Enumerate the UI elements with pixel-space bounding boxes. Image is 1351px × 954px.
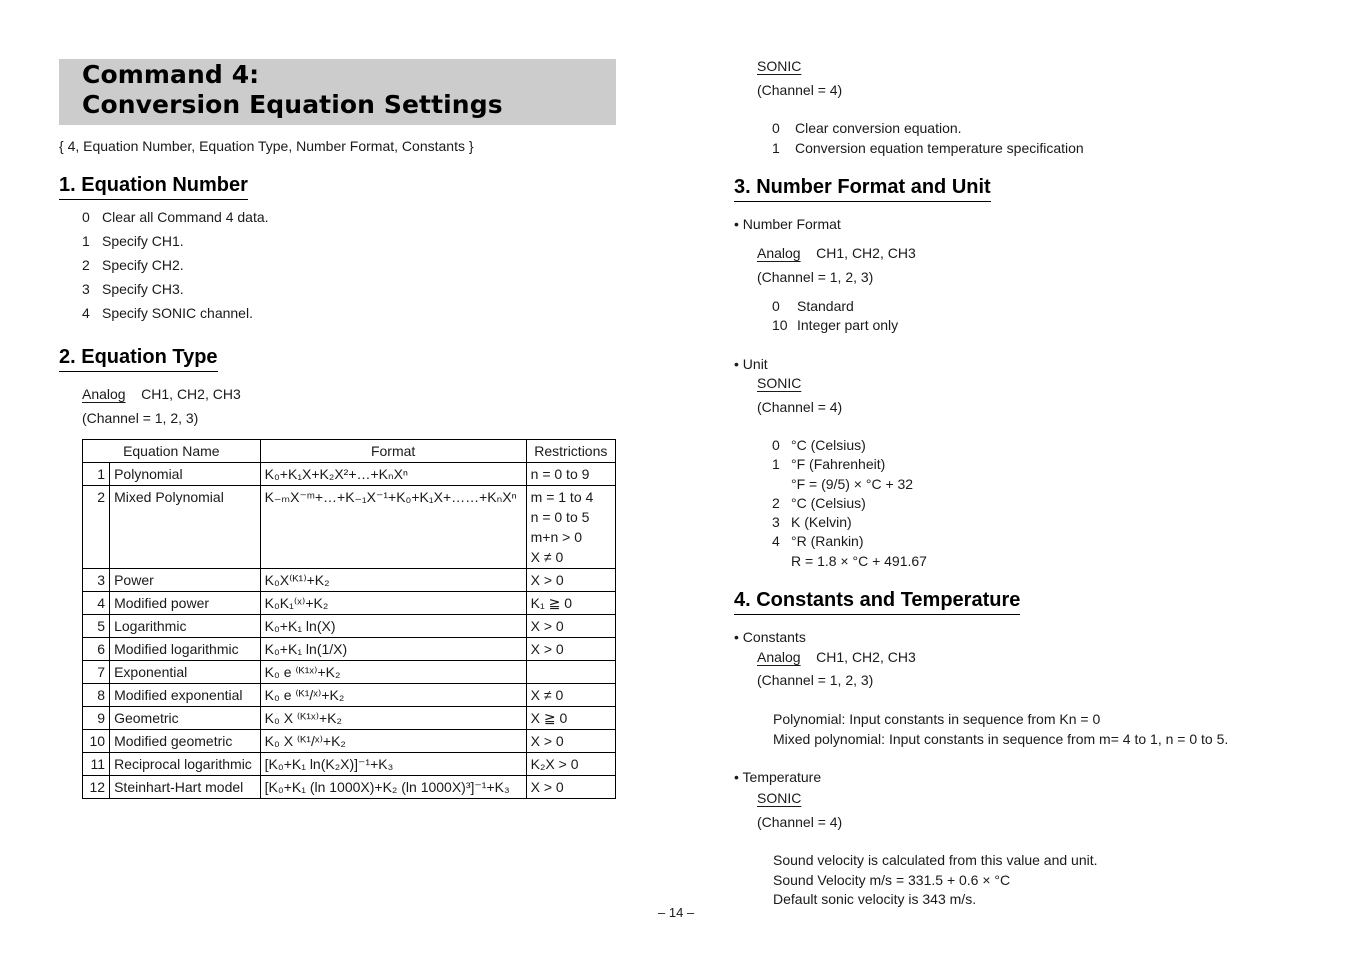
list-item: 1 Specify CH1.	[82, 233, 184, 249]
channel-note: (Channel = 1, 2, 3)	[757, 269, 874, 285]
constants-note: Mixed polynomial: Input constants in sequence from m= 4 to 1, n = 0 to 5.	[773, 731, 1229, 747]
table-row: 5 Logarithmic K₀+K₁ ln(X) X > 0	[83, 615, 616, 638]
table-row: 3 Power K₀X⁽ᴷ¹⁾+K₂ X > 0	[83, 569, 616, 592]
channel-note: (Channel = 1, 2, 3)	[82, 410, 199, 426]
bullet-unit: • Unit	[734, 356, 768, 372]
sonic-channel-note: (Channel = 4)	[757, 399, 843, 415]
table-header-row	[83, 440, 616, 463]
section2-heading: 2. Equation Type	[59, 346, 218, 372]
sonic-label: SONIC	[757, 790, 802, 806]
table-row: 9 Geometric K₀ X ⁽ᴷ¹ˣ⁾+K₂ X ≧ 0	[83, 707, 616, 730]
bullet-temperature: • Temperature	[734, 769, 822, 785]
sonic-channel-note: (Channel = 4)	[757, 814, 843, 830]
list-item: 3 Specify CH3.	[82, 281, 184, 297]
list-item: 0 Standard	[772, 298, 854, 314]
table-row: 2 Mixed Polynomial K₋ₘX⁻ᵐ+…+K₋₁X⁻¹+K₀+K₁X+……+KₙXⁿ m = 1 to 4 n = 0 to 5 m+n > 0 X ≠ 0	[83, 486, 616, 569]
analog-channels: Analog CH1, CH2, CH3	[757, 649, 916, 665]
table-row: 8 Modified exponential K₀ e ⁽ᴷ¹/ˣ⁾+K₂ X ≠ 0	[83, 684, 616, 707]
analog-channels: Analog CH1, CH2, CH3	[757, 245, 916, 261]
column-header: Restrictions	[526, 440, 615, 463]
list-item: 1 °F (Fahrenheit)	[772, 456, 886, 472]
sonic-label: SONIC	[757, 58, 802, 74]
column-header: Equation Name	[83, 440, 261, 463]
command-syntax: { 4, Equation Number, Equation Type, Number Format, Constants }	[59, 138, 474, 154]
list-item: 10 Integer part only	[772, 317, 899, 333]
temperature-note: Sound Velocity m/s = 331.5 + 0.6 × °C	[773, 872, 1011, 888]
list-item: 0 Clear conversion equation.	[772, 120, 962, 136]
channel-note: (Channel = 1, 2, 3)	[757, 672, 874, 688]
list-item: R = 1.8 × °C + 491.67	[791, 553, 927, 569]
table-row: 7 Exponential K₀ e ⁽ᴷ¹ˣ⁾+K₂	[83, 661, 616, 684]
page-number: – 14 –	[658, 905, 695, 920]
equation-type-table	[82, 439, 616, 799]
page-title-line2: Conversion Equation Settings	[82, 90, 503, 119]
sonic-channel-note: (Channel = 4)	[757, 82, 843, 98]
table-row: 4 Modified power K₀K₁⁽ˣ⁾+K₂ K₁ ≧ 0	[83, 592, 616, 615]
analog-channels: Analog CH1, CH2, CH3	[82, 386, 241, 402]
title-block	[59, 59, 616, 125]
temperature-note: Default sonic velocity is 343 m/s.	[773, 891, 977, 907]
table-row: 11 Reciprocal logarithmic [K₀+K₁ ln(K₂X)]⁻¹+K₃ K₂X > 0	[83, 753, 616, 776]
section1-heading: 1. Equation Number	[59, 174, 248, 200]
column-header: Format	[260, 440, 526, 463]
constants-note: Polynomial: Input constants in sequence from Kn = 0	[773, 711, 1101, 727]
sonic-label: SONIC	[757, 375, 802, 391]
list-item: 2 °C (Celsius)	[772, 495, 866, 511]
bullet-constants: • Constants	[734, 629, 806, 645]
list-item: 1 Conversion equation temperature specification	[772, 140, 1084, 156]
table-row: 6 Modified logarithmic K₀+K₁ ln(1/X) X > 0	[83, 638, 616, 661]
temperature-note: Sound velocity is calculated from this value and unit.	[773, 852, 1098, 868]
list-item: 4 Specify SONIC channel.	[82, 305, 253, 321]
list-item: 3 K (Kelvin)	[772, 514, 852, 530]
table-row: 12 Steinhart-Hart model [K₀+K₁ (ln 1000X)+K₂ (ln 1000X)³]⁻¹+K₃ X > 0	[83, 776, 616, 799]
page-title-line1: Command 4:	[82, 60, 260, 89]
table-row: 1 Polynomial K₀+K₁X+K₂X²+…+KₙXⁿ n = 0 to 9	[83, 463, 616, 486]
list-item: °F = (9/5) × °C + 32	[791, 476, 914, 492]
section4-heading: 4. Constants and Temperature	[734, 589, 1020, 615]
list-item: 0 Clear all Command 4 data.	[82, 209, 269, 225]
list-item: 0 °C (Celsius)	[772, 437, 866, 453]
table-row: 10 Modified geometric K₀ X ⁽ᴷ¹/ˣ⁾+K₂ X > 0	[83, 730, 616, 753]
list-item: 2 Specify CH2.	[82, 257, 184, 273]
section3-heading: 3. Number Format and Unit	[734, 176, 991, 202]
bullet-number-format: • Number Format	[734, 216, 841, 232]
list-item: 4 °R (Rankin)	[772, 533, 864, 549]
